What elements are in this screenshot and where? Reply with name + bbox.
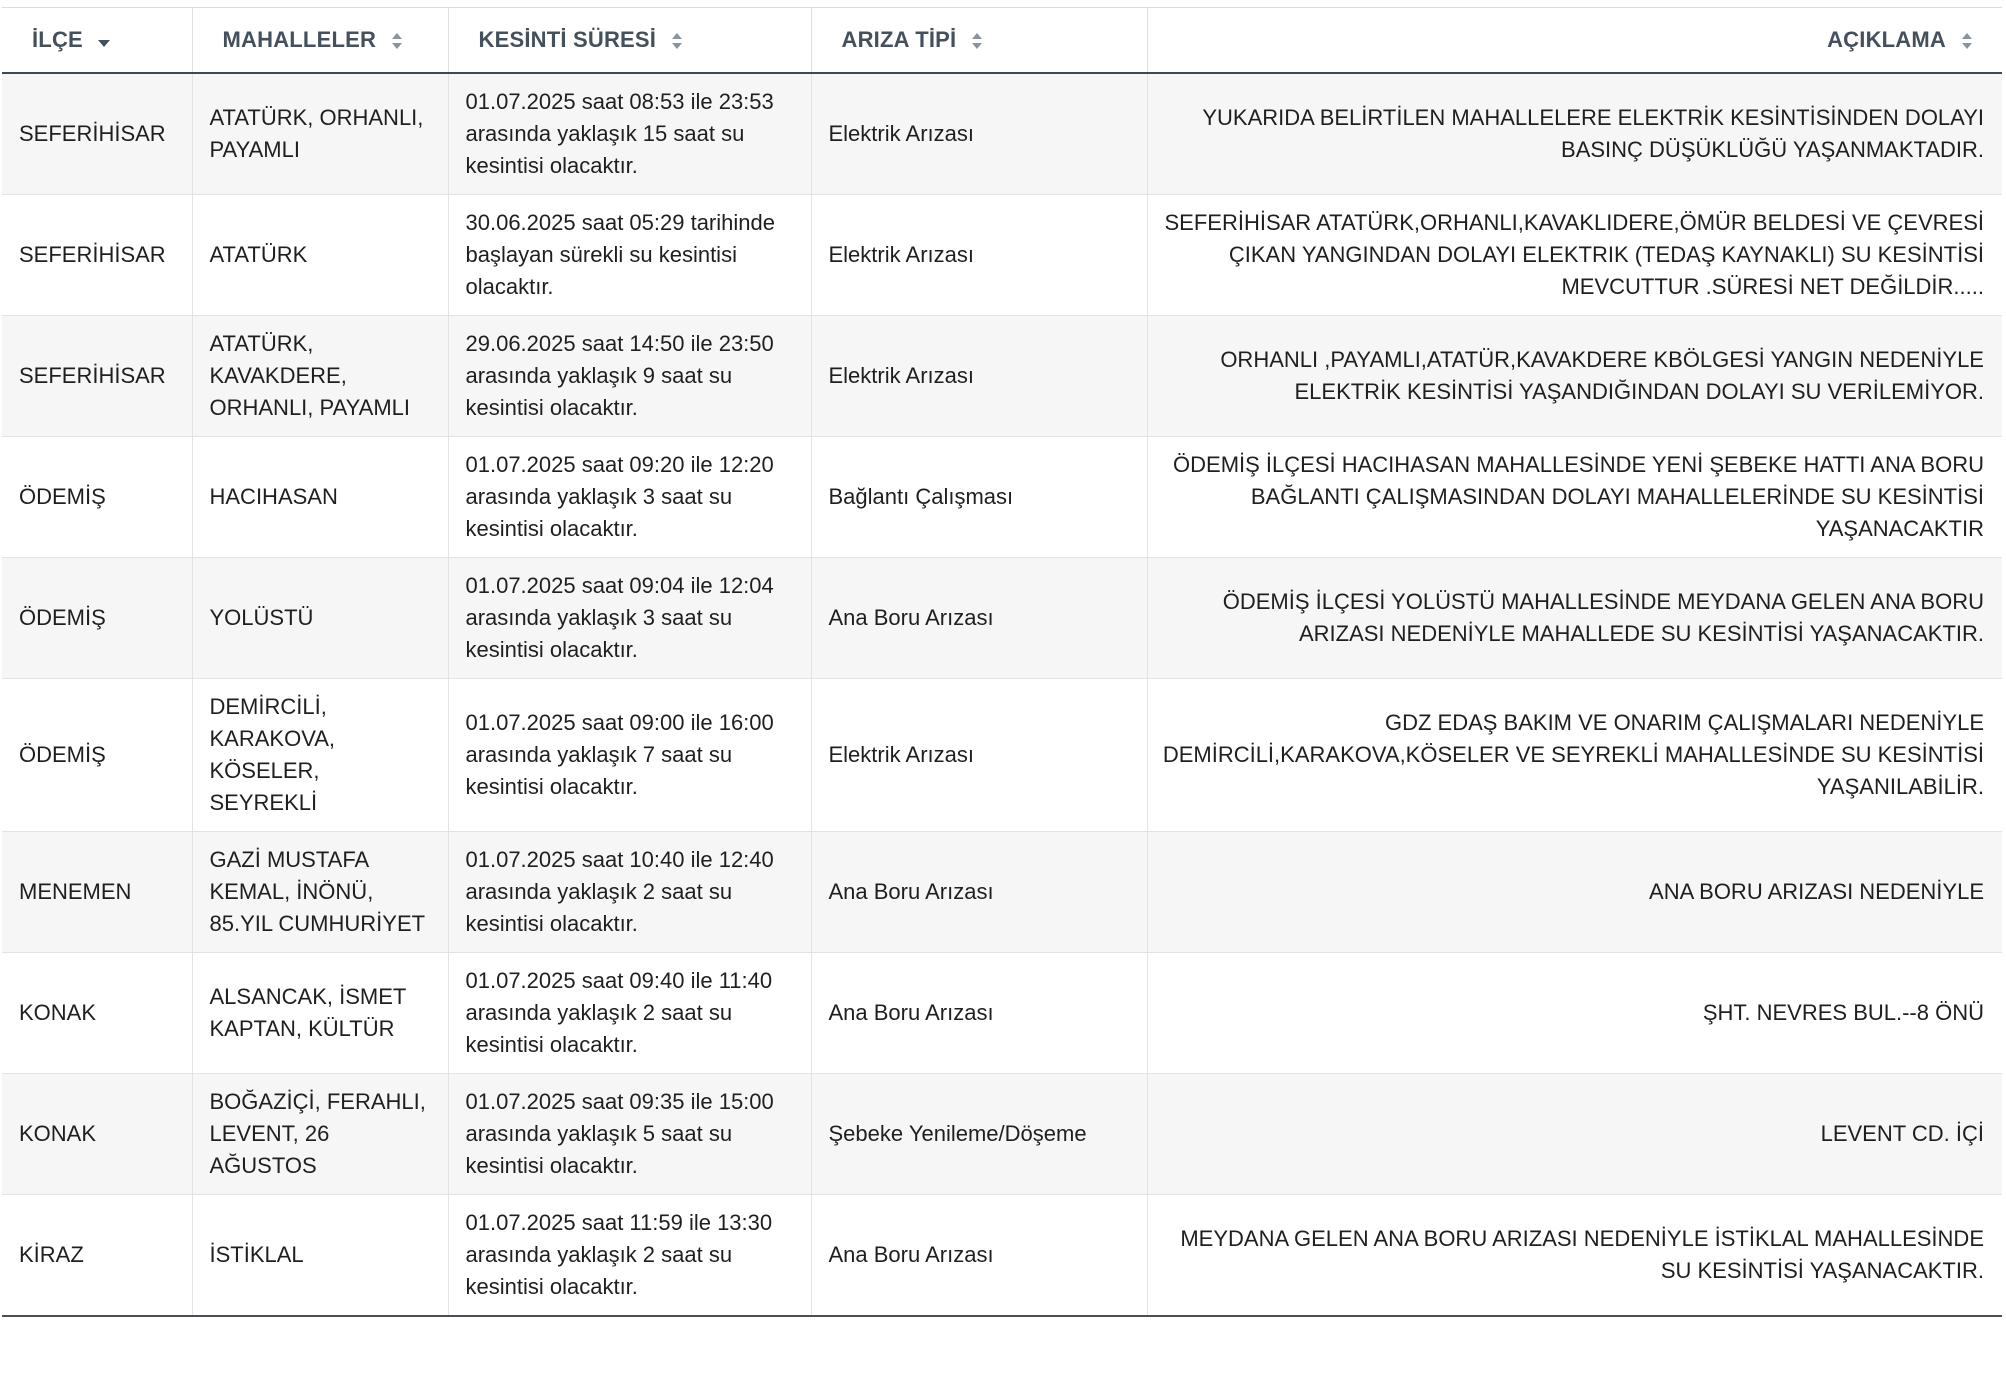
sort-both-icon[interactable] bbox=[1960, 30, 1974, 52]
cell-ariza-tipi: Ana Boru Arızası bbox=[811, 832, 1147, 953]
cell-kesinti-suresi: 01.07.2025 saat 09:40 ile 11:40 arasında yaklaşık 2 saat su kesintisi olacaktır. bbox=[448, 953, 811, 1074]
table-row bbox=[2, 832, 2002, 953]
cell-ilce: SEFERİHİSAR bbox=[2, 73, 192, 195]
cell-aciklama: ŞHT. NEVRES BUL.--8 ÖNÜ bbox=[1147, 953, 2002, 1074]
cell-kesinti-suresi: 01.07.2025 saat 09:04 ile 12:04 arasında yaklaşık 3 saat su kesintisi olacaktır. bbox=[448, 558, 811, 679]
cell-ilce: SEFERİHİSAR bbox=[2, 316, 192, 437]
cell-kesinti-suresi: 01.07.2025 saat 08:53 ile 23:53 arasında yaklaşık 15 saat su kesintisi olacaktır. bbox=[448, 73, 811, 195]
header-kesinti-suresi[interactable] bbox=[448, 8, 811, 74]
sort-both-icon[interactable] bbox=[670, 30, 684, 52]
cell-aciklama: ÖDEMİŞ İLÇESİ HACIHASAN MAHALLESİNDE YENİ ŞEBEKE HATTI ANA BORU BAĞLANTI ÇALIŞMASINDAN DOLAYI MAHALLELERİNDE SU KESİNTİSİ YAŞANACAKTIR bbox=[1147, 437, 2002, 558]
sort-desc-icon[interactable] bbox=[97, 30, 111, 52]
cell-ilce: ÖDEMİŞ bbox=[2, 558, 192, 679]
table-row bbox=[2, 679, 2002, 832]
cell-aciklama: ÖDEMİŞ İLÇESİ YOLÜSTÜ MAHALLESİNDE MEYDANA GELEN ANA BORU ARIZASI NEDENİYLE MAHALLEDE SU KESİNTİSİ YAŞANACAKTIR. bbox=[1147, 558, 2002, 679]
header-label: KESİNTİ SÜRESİ bbox=[478, 27, 657, 52]
cell-aciklama: YUKARIDA BELİRTİLEN MAHALLELERE ELEKTRİK KESİNTİSİNDEN DOLAYI BASINÇ DÜŞÜKLÜĞÜ YAŞANMAKTADIR. bbox=[1147, 73, 2002, 195]
table-row bbox=[2, 195, 2002, 316]
cell-mahalleler: ATATÜRK, ORHANLI, PAYAMLI bbox=[192, 73, 448, 195]
cell-ariza-tipi: Şebeke Yenileme/Döşeme bbox=[811, 1074, 1147, 1195]
header-mahalleler[interactable] bbox=[192, 8, 448, 74]
cell-kesinti-suresi: 01.07.2025 saat 10:40 ile 12:40 arasında yaklaşık 2 saat su kesintisi olacaktır. bbox=[448, 832, 811, 953]
cell-kesinti-suresi: 01.07.2025 saat 11:59 ile 13:30 arasında yaklaşık 2 saat su kesintisi olacaktır. bbox=[448, 1195, 811, 1317]
cell-aciklama: MEYDANA GELEN ANA BORU ARIZASI NEDENİYLE İSTİKLAL MAHALLESİNDE SU KESİNTİSİ YAŞANACAKTIR. bbox=[1147, 1195, 2002, 1317]
table-row bbox=[2, 437, 2002, 558]
header-aciklama[interactable] bbox=[1147, 8, 2002, 74]
cell-aciklama: ORHANLI ,PAYAMLI,ATATÜR,KAVAKDERE KBÖLGESİ YANGIN NEDENİYLE ELEKTRİK KESİNTİSİ YAŞANDIĞINDAN DOLAYI SU VERİLEMİYOR. bbox=[1147, 316, 2002, 437]
table-body bbox=[2, 73, 2002, 1316]
cell-ariza-tipi: Elektrik Arızası bbox=[811, 195, 1147, 316]
cell-aciklama: LEVENT CD. İÇİ bbox=[1147, 1074, 2002, 1195]
cell-kesinti-suresi: 01.07.2025 saat 09:35 ile 15:00 arasında yaklaşık 5 saat su kesintisi olacaktır. bbox=[448, 1074, 811, 1195]
cell-ariza-tipi: Bağlantı Çalışması bbox=[811, 437, 1147, 558]
cell-ariza-tipi: Elektrik Arızası bbox=[811, 679, 1147, 832]
cell-ariza-tipi: Ana Boru Arızası bbox=[811, 558, 1147, 679]
table-header bbox=[2, 8, 2002, 74]
cell-ariza-tipi: Ana Boru Arızası bbox=[811, 953, 1147, 1074]
table-row bbox=[2, 1074, 2002, 1195]
cell-mahalleler: ATATÜRK, KAVAKDERE, ORHANLI, PAYAMLI bbox=[192, 316, 448, 437]
header-label: MAHALLELER bbox=[222, 27, 377, 52]
outage-table-container bbox=[2, 7, 2002, 1317]
cell-mahalleler: DEMİRCİLİ, KARAKOVA, KÖSELER, SEYREKLİ bbox=[192, 679, 448, 832]
header-row bbox=[2, 8, 2002, 74]
sort-both-icon[interactable] bbox=[970, 30, 984, 52]
table-row bbox=[2, 73, 2002, 195]
cell-aciklama: ANA BORU ARIZASI NEDENİYLE bbox=[1147, 832, 2002, 953]
cell-ariza-tipi: Elektrik Arızası bbox=[811, 316, 1147, 437]
water-outage-table bbox=[2, 7, 2002, 1317]
cell-mahalleler: BOĞAZİÇİ, FERAHLI, LEVENT, 26 AĞUSTOS bbox=[192, 1074, 448, 1195]
header-label: İLÇE bbox=[32, 27, 83, 52]
cell-kesinti-suresi: 01.07.2025 saat 09:20 ile 12:20 arasında yaklaşık 3 saat su kesintisi olacaktır. bbox=[448, 437, 811, 558]
cell-ilce: MENEMEN bbox=[2, 832, 192, 953]
table-row bbox=[2, 558, 2002, 679]
cell-mahalleler: İSTİKLAL bbox=[192, 1195, 448, 1317]
cell-aciklama: SEFERİHİSAR ATATÜRK,ORHANLI,KAVAKLIDERE,ÖMÜR BELDESİ VE ÇEVRESİ ÇIKAN YANGINDAN DOLAYI ELEKTRIK (TEDAŞ KAYNAKLI) SU KESİNTİSİ MEVCUTTUR .SÜRESİ NET DEĞİLDİR..... bbox=[1147, 195, 2002, 316]
header-ilce[interactable] bbox=[2, 8, 192, 74]
cell-kesinti-suresi: 29.06.2025 saat 14:50 ile 23:50 arasında yaklaşık 9 saat su kesintisi olacaktır. bbox=[448, 316, 811, 437]
header-ariza-tipi[interactable] bbox=[811, 8, 1147, 74]
cell-mahalleler: HACIHASAN bbox=[192, 437, 448, 558]
cell-mahalleler: GAZİ MUSTAFA KEMAL, İNÖNÜ, 85.YIL CUMHURİYET bbox=[192, 832, 448, 953]
sort-both-icon[interactable] bbox=[390, 30, 404, 52]
cell-ilce: ÖDEMİŞ bbox=[2, 679, 192, 832]
table-row bbox=[2, 953, 2002, 1074]
cell-ilce: KONAK bbox=[2, 953, 192, 1074]
table-row bbox=[2, 1195, 2002, 1317]
cell-ilce: KONAK bbox=[2, 1074, 192, 1195]
cell-aciklama: GDZ EDAŞ BAKIM VE ONARIM ÇALIŞMALARI NEDENİYLE DEMİRCİLİ,KARAKOVA,KÖSELER VE SEYREKLİ MAHALLESİNDE SU KESİNTİSİ YAŞANILABİLİR. bbox=[1147, 679, 2002, 832]
header-label: AÇIKLAMA bbox=[1827, 27, 1946, 52]
table-row bbox=[2, 316, 2002, 437]
cell-ariza-tipi: Elektrik Arızası bbox=[811, 73, 1147, 195]
cell-ilce: ÖDEMİŞ bbox=[2, 437, 192, 558]
cell-ilce: KİRAZ bbox=[2, 1195, 192, 1317]
cell-mahalleler: ALSANCAK, İSMET KAPTAN, KÜLTÜR bbox=[192, 953, 448, 1074]
cell-kesinti-suresi: 01.07.2025 saat 09:00 ile 16:00 arasında yaklaşık 7 saat su kesintisi olacaktır. bbox=[448, 679, 811, 832]
cell-kesinti-suresi: 30.06.2025 saat 05:29 tarihinde başlayan sürekli su kesintisi olacaktır. bbox=[448, 195, 811, 316]
cell-ariza-tipi: Ana Boru Arızası bbox=[811, 1195, 1147, 1317]
header-label: ARIZA TİPİ bbox=[841, 27, 957, 52]
cell-ilce: SEFERİHİSAR bbox=[2, 195, 192, 316]
cell-mahalleler: ATATÜRK bbox=[192, 195, 448, 316]
cell-mahalleler: YOLÜSTÜ bbox=[192, 558, 448, 679]
